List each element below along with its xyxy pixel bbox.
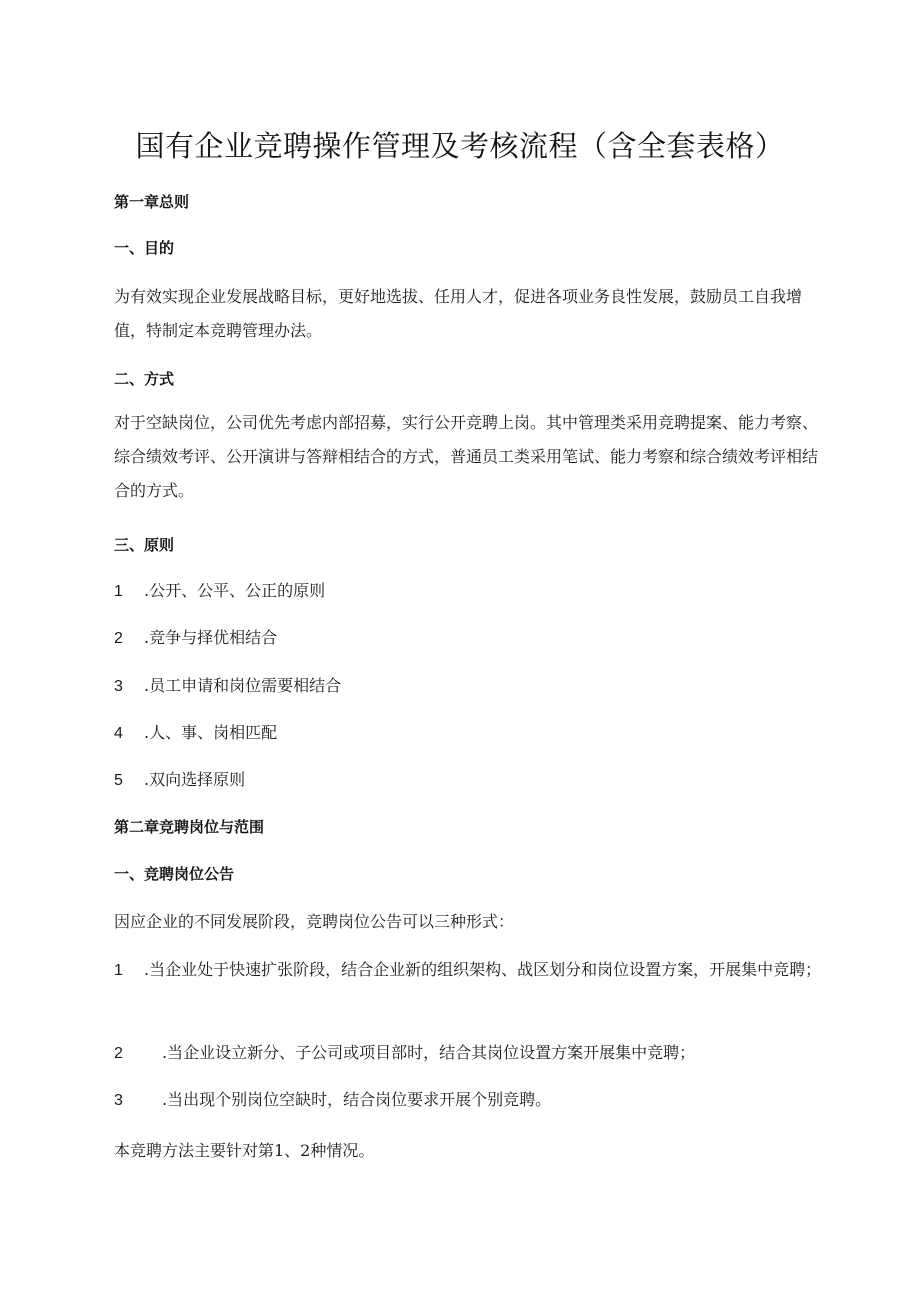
- principle-text: .双向选择原则: [144, 770, 246, 789]
- section-purpose-heading: 一、目的: [114, 239, 175, 257]
- principle-item: [114, 673, 341, 700]
- form-number: 1: [114, 962, 123, 979]
- section-method-heading: 二、方式: [114, 370, 175, 388]
- section-purpose-text: 为有效实现企业发展战略目标，更好地选拔、任用人才，促进各项业务良性发展，鼓励员工自我增值，特制定本竞聘管理办法。: [114, 287, 803, 340]
- principle-text: .人、事、岗相匹配: [144, 723, 278, 742]
- principle-item: [114, 767, 245, 794]
- principle-number: 3: [114, 678, 123, 695]
- form-text: .当企业处于快速扩张阶段，结合企业新的组织架构、战区划分和岗位设置方案，开展集中竞聘；: [144, 960, 822, 979]
- form-item: [114, 953, 826, 988]
- form-number: 3: [114, 1092, 123, 1109]
- principle-text: .员工申请和岗位需要相结合: [144, 676, 342, 695]
- principle-number: 5: [114, 772, 123, 789]
- principle-text: .竞争与择优相结合: [144, 628, 278, 647]
- form-text: .当企业设立新分、子公司或项目部时，结合其岗位设置方案开展集中竞聘；: [162, 1043, 696, 1062]
- form-item: [114, 1087, 551, 1114]
- principle-item: [114, 625, 277, 652]
- form-number: 2: [114, 1045, 123, 1062]
- form-text: .当出现个别岗位空缺时，结合岗位要求开展个别竞聘。: [162, 1090, 552, 1109]
- method-scope-note: 本竞聘方法主要针对第1、2种情况。: [114, 1141, 375, 1160]
- principle-number: 1: [114, 583, 123, 600]
- principle-item: [114, 720, 277, 747]
- principle-item: [114, 578, 325, 605]
- principle-number: 2: [114, 630, 123, 647]
- section-principles-heading: 三、原则: [114, 536, 175, 554]
- principle-text: .公开、公平、公正的原则: [144, 581, 326, 600]
- principle-number: 4: [114, 725, 123, 742]
- announcement-intro: 因应企业的不同发展阶段，竞聘岗位公告可以三种形式：: [114, 912, 515, 931]
- chapter-2-heading: 第二章竞聘岗位与范围: [114, 818, 265, 836]
- document-title: 国有企业竞聘操作管理及考核流程（含全套表格）: [135, 129, 785, 163]
- form-item: [114, 1040, 695, 1067]
- section-announcement-heading: 一、竞聘岗位公告: [114, 865, 235, 883]
- section-method-text: 对于空缺岗位，公司优先考虑内部招募，实行公开竞聘上岗。其中管理类采用竞聘提案、能力考察、综合绩效考评、公开演讲与答辩相结合的方式，普通员工类采用笔试、能力考察和综合绩效考评相结合的方式。: [114, 413, 819, 500]
- chapter-1-heading: 第一章总则: [114, 193, 190, 211]
